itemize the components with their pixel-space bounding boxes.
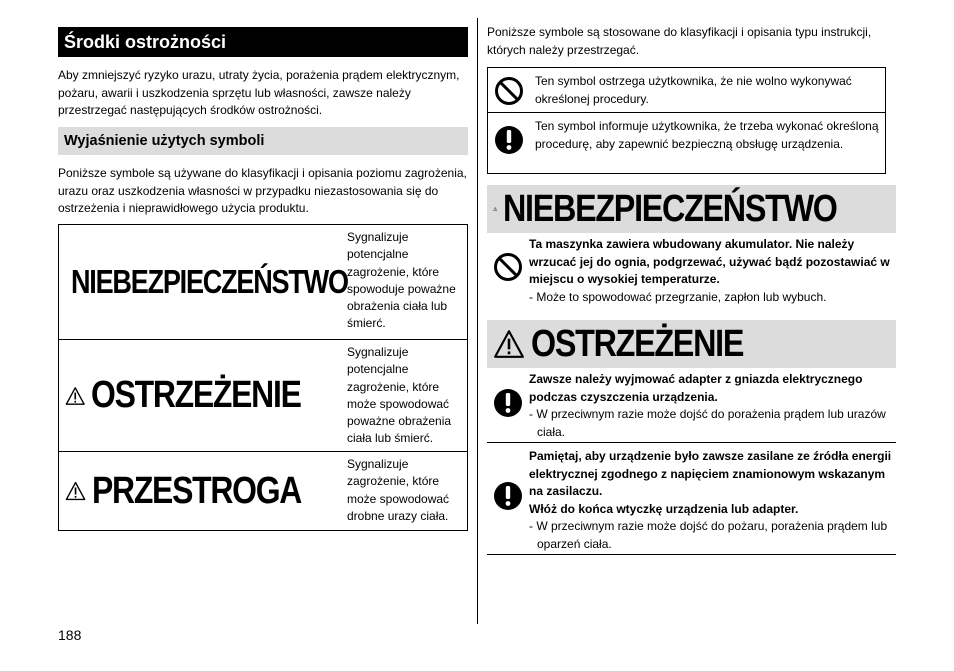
warning-item-text: Zawsze należy wyjmować adapter z gniazda elektrycznego podczas czyszczenia urządzenia. xyxy=(529,372,863,404)
level-description: Sygnalizuje potencjalne zagrożenie, które spowoduje poważne obrażenia ciała lub śmierć. xyxy=(347,230,456,331)
item-separator xyxy=(487,554,896,555)
level-description: Sygnalizuje potencjalne zagrożenie, które może spowodować poważne obrażenia ciała lub śmierć. xyxy=(347,345,452,446)
warning-item-text-2: Włóż do końca wtyczkę urządzenia lub adapter. xyxy=(529,501,799,516)
warning-triangle-icon xyxy=(65,382,85,410)
warning-item-note: - W przeciwnym razie może dojść do porażenia prądem lub urazów ciała. xyxy=(529,407,886,439)
warning-triangle-icon xyxy=(65,477,86,505)
danger-item-note: - Może to spowodować przegrzanie, zapłon lub wybuch. xyxy=(529,289,827,304)
warning-item-text: Pamiętaj, aby urządzenie było zawsze zasilane ze źródła energii elektrycznej zgodnego z napięciem znamionowym wskazanym na zasilaczu. xyxy=(529,449,892,498)
level-word-cell xyxy=(59,340,341,451)
level-description: Sygnalizuje zagrożenie, które może spowodować drobne urazy ciała. xyxy=(347,457,450,523)
warning-item-note: - W przeciwnym razie może dojść do pożaru, porażenia prądem lub oparzeń ciała. xyxy=(529,519,888,551)
level-row-caution xyxy=(59,452,467,530)
prohibition-icon xyxy=(493,252,523,282)
level-row-danger xyxy=(59,225,467,340)
warning-item xyxy=(487,371,896,441)
danger-banner xyxy=(487,185,896,233)
level-word: NIEBEZPIECZEŃSTWO xyxy=(71,263,348,300)
danger-item-text: Ta maszynka zawiera wbudowany akumulator. Nie należy wrzucać jej do ognia, podgrzewać, używać bądź pozostawiać w miejscu o wysokiej temperaturze. xyxy=(529,237,890,286)
level-word-cell xyxy=(59,452,341,530)
symbol-description: Ten symbol informuje użytkownika, że trzeba wykonać określoną procedurę, aby zapewnić bezpieczną obsługę urządzenia. xyxy=(535,119,879,151)
prohibition-icon xyxy=(494,76,524,106)
hazard-level-table xyxy=(58,224,468,531)
symbols-intro: Poniższe symbole są stosowane do klasyfikacji i opisania typu instrukcji, których należy przestrzegać. xyxy=(487,25,872,57)
level-word: OSTRZEŻENIE xyxy=(91,374,302,416)
intro-text: Aby zmniejszyć ryzyko urazu, utraty życia, porażenia prądem elektrycznym, pożaru, awarii i uszkodzenia sprzętu lub własności, zawsze należy przestrzegać następujących środków ostrożności. xyxy=(58,68,460,117)
mandatory-action-icon xyxy=(494,125,524,155)
item-separator xyxy=(487,442,896,443)
warning-item xyxy=(487,448,896,553)
danger-item xyxy=(487,236,896,308)
mandatory-action-icon xyxy=(493,481,523,511)
level-word-cell xyxy=(59,225,348,339)
level-row-warning xyxy=(59,340,467,452)
warning-banner xyxy=(487,320,896,368)
instruction-symbol-table xyxy=(487,67,886,174)
section-title: Środki ostrożności xyxy=(58,27,468,57)
subsection-title: Wyjaśnienie użytych symboli xyxy=(58,127,468,155)
symbol-row-prohibition xyxy=(488,68,885,113)
column-divider xyxy=(477,18,478,624)
level-word: PRZESTROGA xyxy=(92,469,302,512)
page-number: 188 xyxy=(58,627,82,643)
danger-banner-label: NIEBEZPIECZEŃSTWO xyxy=(503,187,838,230)
mandatory-action-icon xyxy=(493,388,523,418)
symbol-description: Ten symbol ostrzega użytkownika, że nie wolno wykonywać określonej procedury. xyxy=(535,74,852,106)
symbol-row-mandatory xyxy=(488,113,885,173)
warning-triangle-icon xyxy=(493,194,497,224)
warning-triangle-icon xyxy=(493,329,525,359)
subsection-intro: Poniższe symbole są używane do klasyfikacji i opisania poziomu zagrożenia, urazu oraz uszkodzenia własności w przypadku niezastosowania się do ostrzeżenia i nieprawidłowego użycia produktu. xyxy=(58,166,467,215)
warning-banner-label: OSTRZEŻENIE xyxy=(531,322,744,365)
